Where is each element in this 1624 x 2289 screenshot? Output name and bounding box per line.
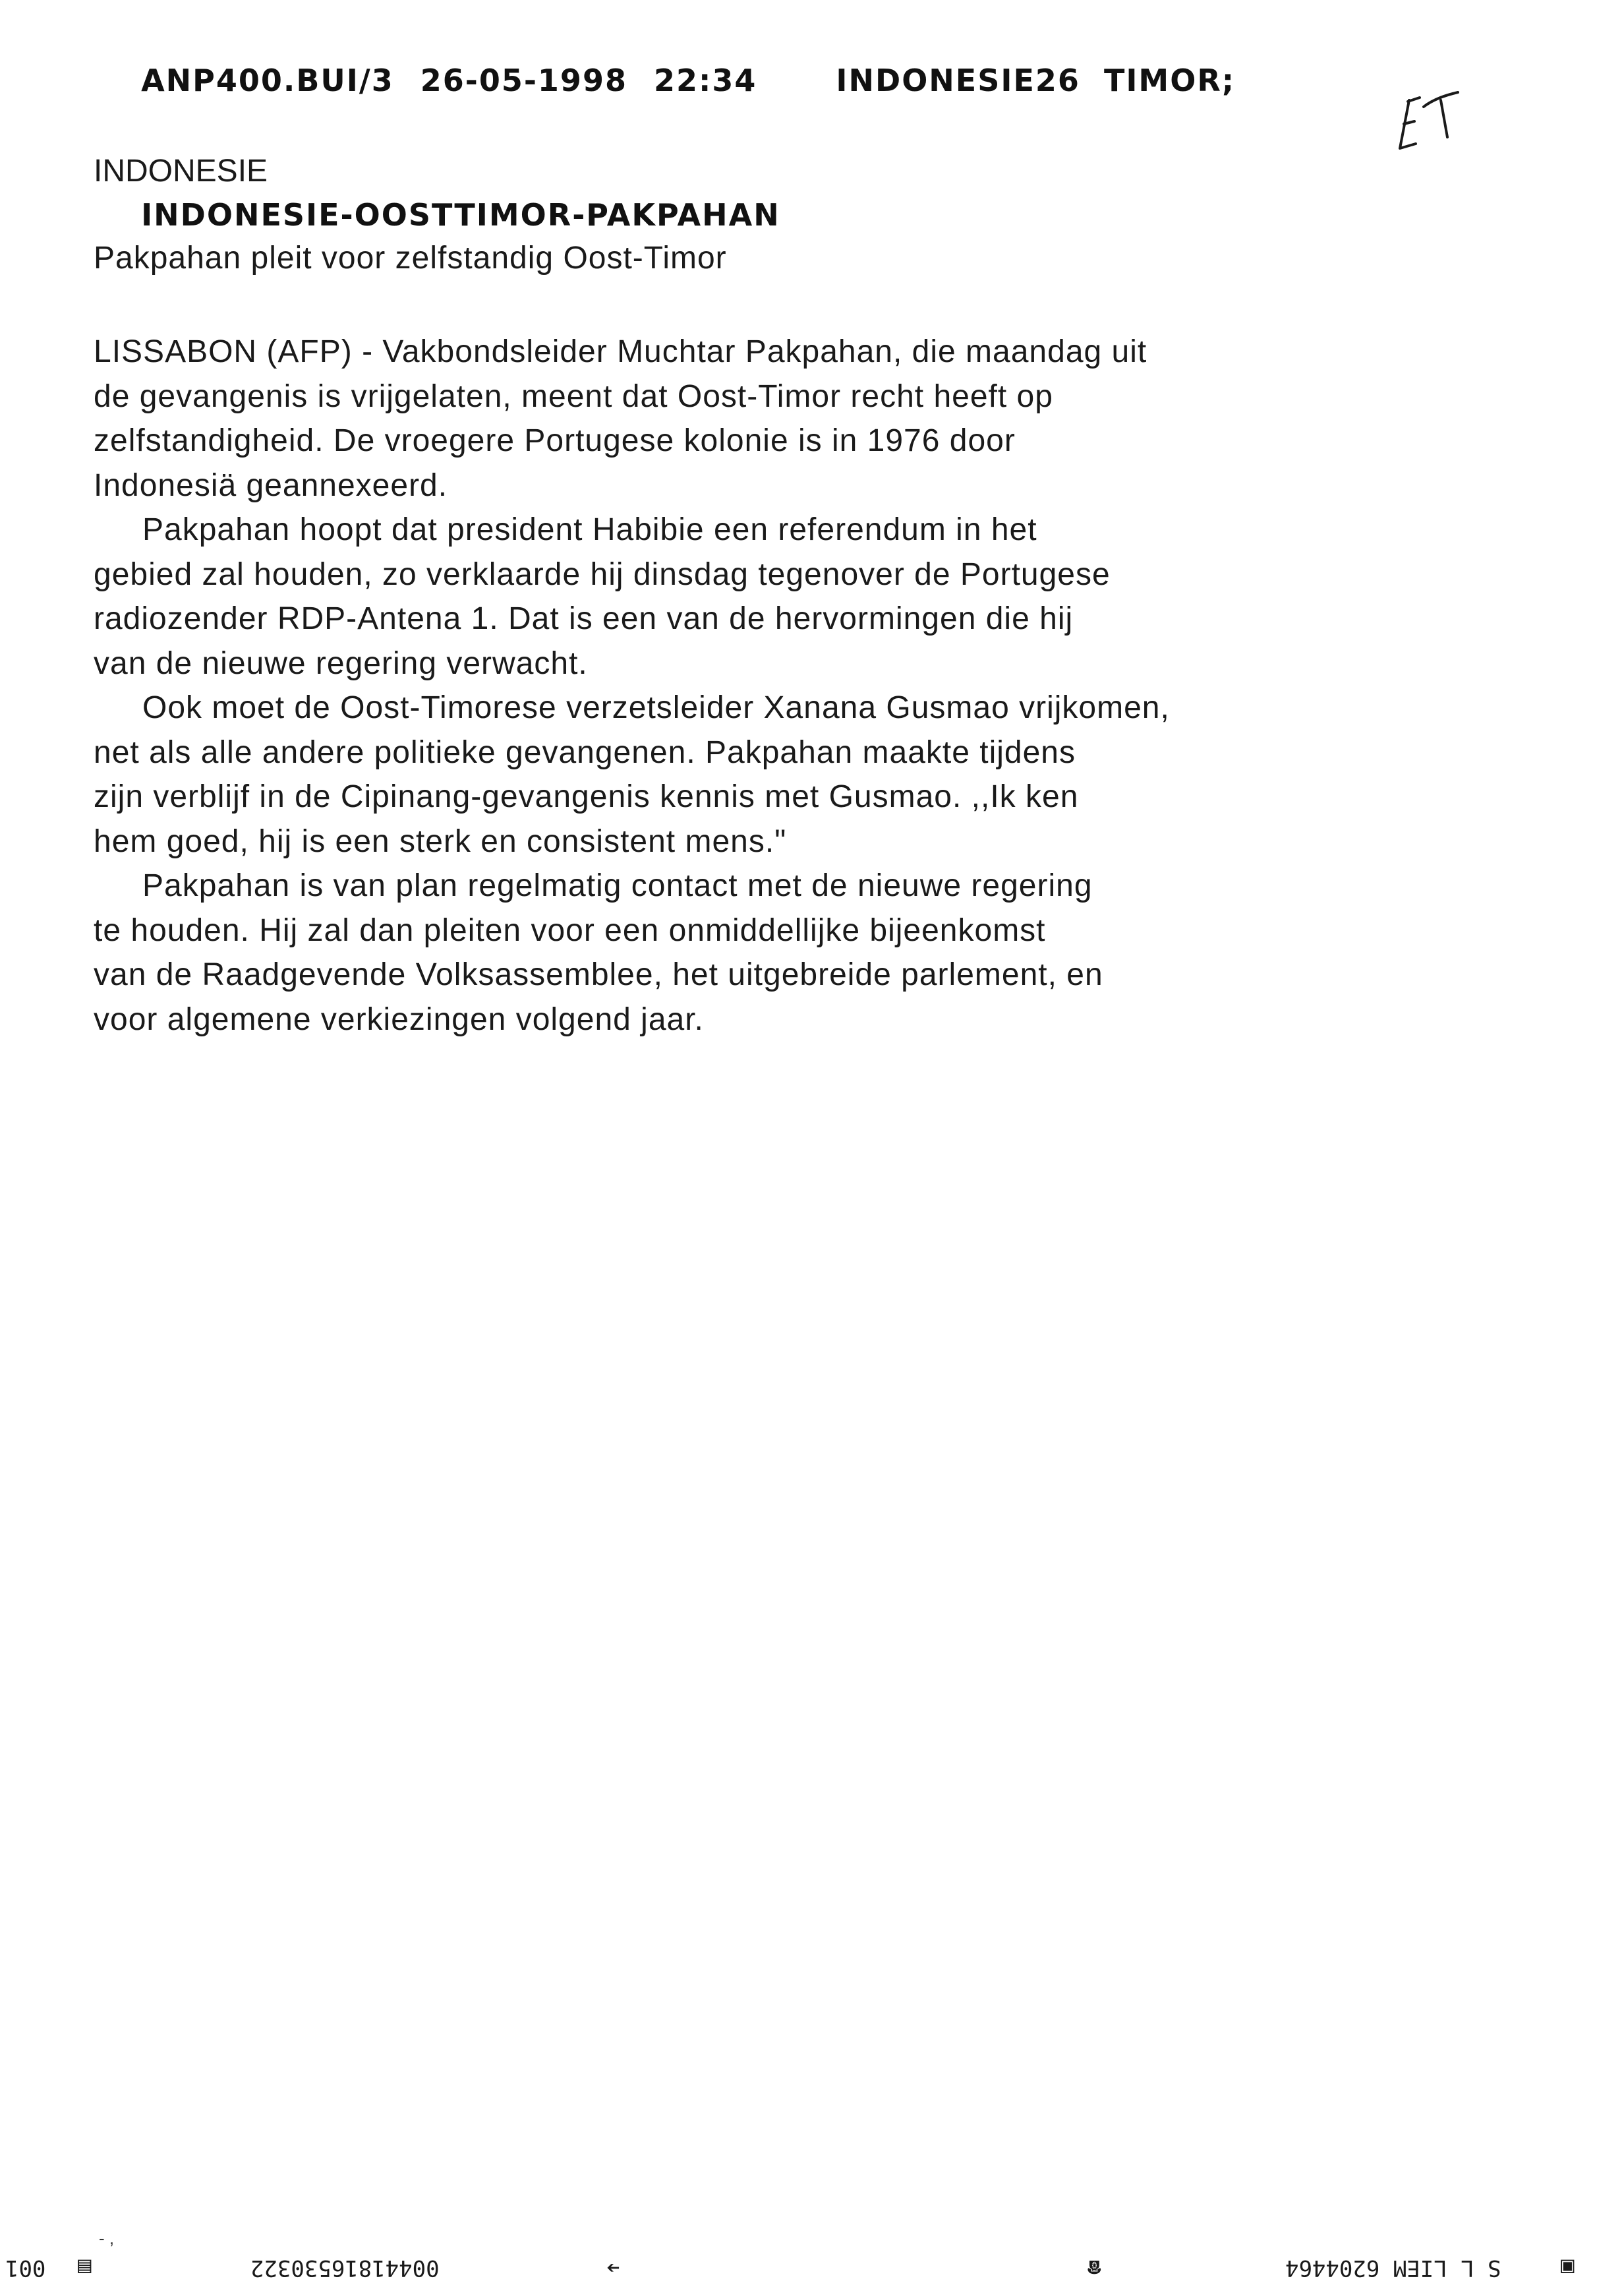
phone-icon: ☎ [1088, 2255, 1101, 2281]
body-line: gebied zal houden, zo verklaarde hij dinsdag tegenover de Portugese [94, 556, 1111, 592]
body-line: te houden. Hij zal dan pleiten voor een onmiddellijke bijeenkomst [94, 912, 1046, 948]
handwritten-initials [1384, 86, 1463, 158]
article-body [94, 330, 1346, 1042]
body-line: van de nieuwe regering verwacht. [94, 645, 588, 681]
header-id: ANP400.BUI/3 [141, 63, 394, 98]
document-icon: ▤ [78, 2255, 92, 2281]
body-line: radiozender RDP-Antena 1. Dat is een van de hervormingen die hij [94, 601, 1074, 636]
fax-icon: ▣ [1561, 2255, 1575, 2281]
body-line: LISSABON (AFP) - Vakbondsleider Muchtar Pakpahan, die maandag uit [94, 334, 1147, 369]
body-line: van de Raadgevende Volksassemblee, het uitgebreide parlement, en [94, 957, 1103, 992]
scan-tick-mark: - , [99, 2228, 115, 2248]
body-line: Ook moet de Oost-Timorese verzetsleider Xanana Gusmao vrijkomen, [142, 690, 1170, 725]
page-code: 001 [5, 2255, 46, 2281]
header-keywords: INDONESIE26 TIMOR; [836, 63, 1236, 98]
article-headline: Pakpahan pleit voor zelfstandig Oost-Timor [94, 241, 727, 276]
section-label: INDONESIE [94, 154, 268, 189]
body-line: voor algemene verkiezingen volgend jaar. [94, 1001, 704, 1037]
body-line: net als alle andere politieke gevangenen. Pakpahan maakte tijdens [94, 734, 1076, 770]
body-line: Pakpahan is van plan regelmatig contact met de nieuwe regering [142, 868, 1093, 903]
arrow-icon: ➔ [606, 2255, 620, 2281]
body-line: Pakpahan hoopt dat president Habibie een referendum in het [142, 512, 1037, 547]
header-time: 22:34 [653, 63, 757, 98]
body-line: zelfstandigheid. De vroegere Portugese kolonie is in 1976 door [94, 423, 1016, 458]
header-slug: INDONESIE-OOSTTIMOR-PAKPAHAN [141, 197, 780, 233]
fax-footer [0, 2255, 1624, 2281]
barcode-number: 00441816530322 [250, 2255, 440, 2281]
header-line-1 [94, 13, 1235, 148]
body-line: hem goed, hij is een sterk en consistent mens." [94, 823, 787, 859]
body-line: zijn verblijf in de Cipinang-gevangenis kennis met Gusmao. ,,Ik ken [94, 779, 1079, 814]
fax-id: S L LIEM 6204464 [1285, 2255, 1501, 2281]
body-line: de gevangenis is vrijgelaten, meent dat Oost-Timor recht heeft op [94, 378, 1053, 414]
body-line: Indonesiä geannexeerd. [94, 467, 448, 503]
header-date: 26-05-1998 [420, 63, 627, 98]
